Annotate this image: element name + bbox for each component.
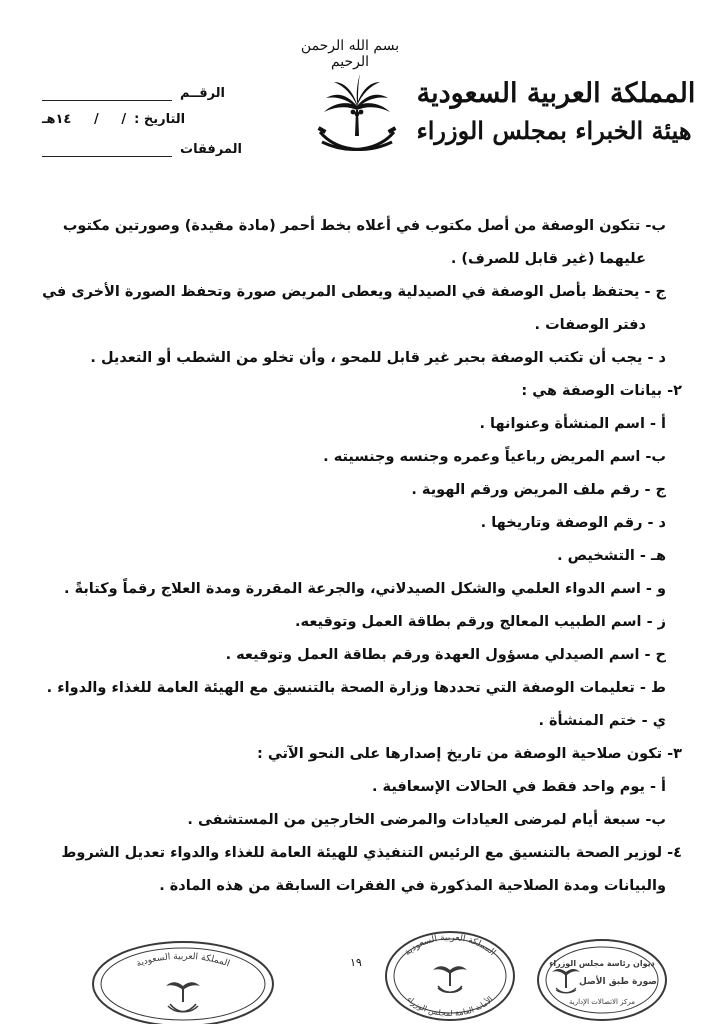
date-value: / / ١٤هـ	[42, 112, 127, 127]
authority-title: هيئة الخبراء بمجلس الوزراء	[416, 116, 692, 145]
saudi-emblem-icon	[312, 70, 402, 160]
paragraph-line: دفتر الوصفات .	[534, 317, 646, 333]
list-item: ج - رقم ملف المريض ورقم الهوية .	[411, 482, 666, 498]
svg-text:المملكة العربية السعودية	[403, 933, 497, 958]
right-stamp-line1: ديوان رئاسة مجلس الوزراء	[549, 959, 655, 968]
list-item: د - رقم الوصفة وتاريخها .	[480, 515, 666, 531]
list-item: ط - تعليمات الوصفة التي تحددها وزارة الصحة بالتنسيق مع الهيئة العامة للغذاء والدواء .	[46, 680, 666, 696]
list-item: أ - اسم المنشأة وعنوانها .	[479, 416, 666, 432]
reference-label: الرقــم	[180, 86, 226, 101]
list-item: ب- سبعة أيام لمرضى العيادات والمرضى الخارجين من المستشفى .	[187, 812, 666, 828]
basmala: بسم الله الرحمن الرحيم	[300, 38, 400, 70]
left-stamp	[88, 936, 278, 1024]
right-stamp-line2: صورة طبق الأصل	[579, 977, 657, 987]
right-stamp-line3: مركز الاتصالات الإدارية	[568, 998, 636, 1006]
middle-stamp-bottom-text: الأمانة العامة لمجلس الوزراء	[405, 994, 495, 1019]
middle-stamp	[380, 920, 520, 1024]
section-heading: ٤- لوزير الصحة بالتنسيق مع الرئيس التنفيذي للهيئة العامة للغذاء والدواء تعديل الشروط	[61, 845, 682, 861]
list-item: ز - اسم الطبيب المعالج ورقم بطاقة العمل وتوقيعه.	[295, 614, 666, 630]
paragraph-line: ج - يحتفظ بأصل الوصفة في الصيدلية ويعطى المريض صورة وتحفظ الصورة الأخرى في	[42, 284, 666, 300]
section-heading: ٣- تكون صلاحية الوصفة من تاريخ إصدارها على النحو الآتي :	[256, 746, 682, 762]
list-item: ب- اسم المريض رباعياً وعمره وجنسه وجنسيته .	[323, 449, 666, 465]
paragraph-line: والبيانات ومدة الصلاحية المذكورة في الفقرات السابقة من هذه المادة .	[159, 878, 666, 894]
list-item: ح - اسم الصيدلي مسؤول العهدة ورقم بطاقة العمل وتوقيعه .	[225, 647, 666, 663]
svg-text:المملكة العربية السعودية	[135, 952, 231, 970]
letterhead	[0, 0, 724, 190]
document-body	[42, 210, 682, 903]
attachments-line	[42, 146, 172, 157]
middle-stamp-top-text: المملكة العربية السعودية	[402, 932, 498, 958]
paragraph-line: عليهما (غير قابل للصرف) .	[450, 251, 646, 267]
list-item: و - اسم الدواء العلمي والشكل الصيدلاني، والجرعة المقررة ومدة العلاج رقماً وكتابةً .	[64, 581, 666, 597]
section-heading: ٢- بيانات الوصفة هي :	[521, 383, 682, 399]
list-item: هـ - التشخيص .	[557, 548, 666, 564]
list-item: أ - يوم واحد فقط في الحالات الإسعافية .	[371, 779, 666, 795]
date-label: التاريخ :	[134, 112, 186, 127]
paragraph-line: ب- تتكون الوصفة من أصل مكتوب في أعلاه بخط أحمر (مادة مقيدة) وصورتين مكتوب	[62, 218, 666, 234]
paragraph-line: د - يجب أن تكتب الوصفة بحبر غير قابل للمحو ، وأن تخلو من الشطب أو التعديل .	[90, 350, 666, 366]
left-stamp-text: المملكة العربية السعودية	[135, 951, 231, 970]
right-stamp	[532, 930, 672, 1024]
attachments-row	[42, 142, 242, 157]
attachments-label: المرفقات	[180, 142, 242, 157]
kingdom-title: المملكة العربية السعودية	[416, 78, 696, 109]
page-number: ١٩	[350, 956, 362, 969]
list-item: ي - ختم المنشأة .	[538, 713, 666, 729]
reference-row	[42, 86, 225, 101]
reference-line	[42, 90, 172, 101]
date-row	[42, 112, 185, 127]
